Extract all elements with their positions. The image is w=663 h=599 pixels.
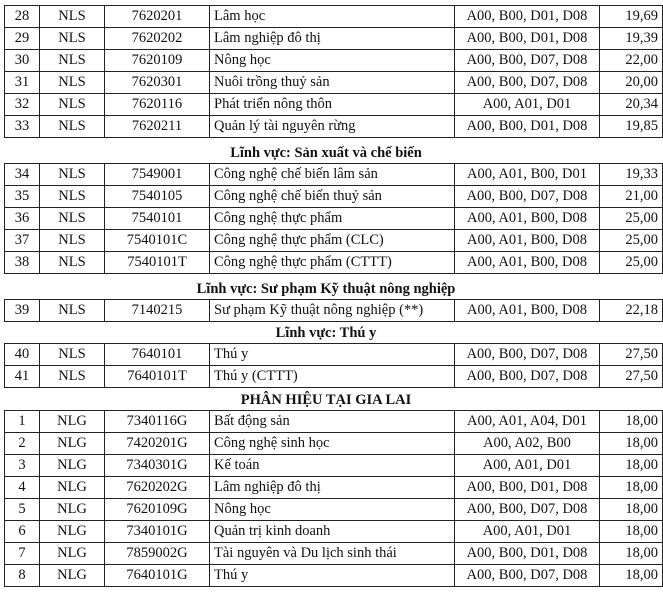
major-code: 7540105 — [105, 186, 210, 208]
major-name: Sư phạm Kỹ thuật nông nghiệp (**) — [210, 300, 455, 322]
row-number: 5 — [5, 499, 40, 521]
school-code: NLG — [40, 455, 105, 477]
major-name: Công nghệ chế biến thuỷ sản — [210, 186, 455, 208]
major-code: 7140215 — [105, 300, 210, 322]
section-heading: Lĩnh vực: Sư phạm Kỹ thuật nông nghiệp — [196, 281, 456, 297]
admission-score: 20,00 — [600, 72, 663, 94]
subject-combinations: A00, B00, D01, D08 — [455, 477, 600, 499]
table-row — [5, 344, 663, 366]
school-code: NLG — [40, 565, 105, 587]
major-code: 7340101G — [105, 521, 210, 543]
major-code: 7640101G — [105, 565, 210, 587]
subject-combinations: A00, B00, D07, D08 — [455, 565, 600, 587]
major-code: 7340301G — [105, 455, 210, 477]
admission-score: 18,00 — [600, 543, 663, 565]
major-name: Quản lý tài nguyên rừng — [210, 116, 455, 138]
admission-score: 21,00 — [600, 186, 663, 208]
subject-combinations: A00, A01, D01 — [455, 455, 600, 477]
section-heading: PHÂN HIỆU TẠI GIA LAI — [240, 392, 412, 408]
school-code: NLS — [40, 164, 105, 186]
major-code: 7340116G — [105, 411, 210, 433]
section-heading: Lĩnh vực: Sản xuất và chế biến — [230, 145, 422, 161]
major-name: Công nghệ chế biến lâm sản — [210, 164, 455, 186]
admission-score: 19,85 — [600, 116, 663, 138]
subject-combinations: A00, B00, D07, D08 — [455, 72, 600, 94]
table-row — [5, 94, 663, 116]
subject-combinations: A00, A01, B00, D08 — [455, 252, 600, 274]
table-block-2 — [4, 163, 663, 274]
school-code: NLS — [40, 300, 105, 322]
school-code: NLG — [40, 521, 105, 543]
table-row — [5, 477, 663, 499]
school-code: NLS — [40, 344, 105, 366]
school-code: NLG — [40, 499, 105, 521]
major-name: Thú y — [210, 565, 455, 587]
major-name: Lâm nghiệp đô thị — [210, 28, 455, 50]
table-block-5 — [4, 410, 663, 587]
row-number: 29 — [5, 28, 40, 50]
row-number: 38 — [5, 252, 40, 274]
admission-score: 19,69 — [600, 6, 663, 28]
school-code: NLG — [40, 433, 105, 455]
major-name: Nuôi trồng thuỷ sản — [210, 72, 455, 94]
subject-combinations: A00, B00, D01, D08 — [455, 543, 600, 565]
major-name: Bất động sản — [210, 411, 455, 433]
major-code: 7540101 — [105, 208, 210, 230]
admission-score: 18,00 — [600, 411, 663, 433]
major-code: 7420201G — [105, 433, 210, 455]
major-code: 7620202 — [105, 28, 210, 50]
major-code: 7859002G — [105, 543, 210, 565]
row-number: 8 — [5, 565, 40, 587]
admission-score: 22,00 — [600, 50, 663, 72]
row-number: 41 — [5, 366, 40, 388]
section-heading: Lĩnh vực: Thú y — [275, 325, 377, 341]
admission-score: 18,00 — [600, 455, 663, 477]
row-number: 31 — [5, 72, 40, 94]
subject-combinations: A00, A01, B00, D08 — [455, 230, 600, 252]
major-code: 7640101 — [105, 344, 210, 366]
subject-combinations: A00, A01, A04, D01 — [455, 411, 600, 433]
subject-combinations: A00, A01, D01 — [455, 94, 600, 116]
school-code: NLS — [40, 230, 105, 252]
row-number: 37 — [5, 230, 40, 252]
school-code: NLS — [40, 366, 105, 388]
table-row — [5, 252, 663, 274]
subject-combinations: A00, B00, D01, D08 — [455, 116, 600, 138]
table-row — [5, 230, 663, 252]
admission-score: 18,00 — [600, 521, 663, 543]
major-name: Lâm học — [210, 6, 455, 28]
major-code: 7640101T — [105, 366, 210, 388]
major-code: 7620202G — [105, 477, 210, 499]
subject-combinations: A00, B00, D07, D08 — [455, 344, 600, 366]
table-row — [5, 116, 663, 138]
row-number: 3 — [5, 455, 40, 477]
admission-score: 19,39 — [600, 28, 663, 50]
table-row — [5, 28, 663, 50]
table-row — [5, 164, 663, 186]
subject-combinations: A00, A01, B00, D01 — [455, 164, 600, 186]
table-row — [5, 186, 663, 208]
row-number: 34 — [5, 164, 40, 186]
school-code: NLS — [40, 50, 105, 72]
subject-combinations: A00, B00, D07, D08 — [455, 499, 600, 521]
major-code: 7549001 — [105, 164, 210, 186]
admission-score: 20,34 — [600, 94, 663, 116]
subject-combinations: A00, B00, D07, D08 — [455, 50, 600, 72]
major-name: Nông học — [210, 50, 455, 72]
major-name: Lâm nghiệp đô thị — [210, 477, 455, 499]
major-code: 7620211 — [105, 116, 210, 138]
admission-score: 18,00 — [600, 565, 663, 587]
major-name: Quản trị kinh doanh — [210, 521, 455, 543]
major-name: Thú y (CTTT) — [210, 366, 455, 388]
table-block-1 — [4, 5, 663, 138]
major-name: Công nghệ thực phẩm — [210, 208, 455, 230]
table-row — [5, 499, 663, 521]
table-row — [5, 543, 663, 565]
school-code: NLS — [40, 186, 105, 208]
row-number: 36 — [5, 208, 40, 230]
table-row — [5, 521, 663, 543]
major-code: 7540101T — [105, 252, 210, 274]
major-name: Công nghệ sinh học — [210, 433, 455, 455]
table-row — [5, 72, 663, 94]
row-number: 35 — [5, 186, 40, 208]
admission-score: 25,00 — [600, 208, 663, 230]
admission-score: 25,00 — [600, 252, 663, 274]
row-number: 4 — [5, 477, 40, 499]
major-name: Phát triển nông thôn — [210, 94, 455, 116]
major-code: 7620109 — [105, 50, 210, 72]
admission-score: 18,00 — [600, 477, 663, 499]
subject-combinations: A00, B00, D07, D08 — [455, 186, 600, 208]
table-row — [5, 455, 663, 477]
school-code: NLS — [40, 116, 105, 138]
table-block-3 — [4, 299, 663, 322]
table-row — [5, 208, 663, 230]
subject-combinations: A00, B00, D01, D08 — [455, 28, 600, 50]
row-number: 1 — [5, 411, 40, 433]
table-row — [5, 6, 663, 28]
table-row — [5, 366, 663, 388]
school-code: NLS — [40, 252, 105, 274]
major-name: Tài nguyên và Du lịch sinh thái — [210, 543, 455, 565]
major-code: 7540101C — [105, 230, 210, 252]
school-code: NLS — [40, 208, 105, 230]
school-code: NLS — [40, 94, 105, 116]
subject-combinations: A00, B00, D07, D08 — [455, 366, 600, 388]
table-row — [5, 565, 663, 587]
row-number: 2 — [5, 433, 40, 455]
school-code: NLS — [40, 72, 105, 94]
school-code: NLG — [40, 477, 105, 499]
table-row — [5, 411, 663, 433]
major-name: Nông học — [210, 499, 455, 521]
admission-score: 22,18 — [600, 300, 663, 322]
major-code: 7620201 — [105, 6, 210, 28]
table-row — [5, 50, 663, 72]
major-name: Công nghệ thực phẩm (CTTT) — [210, 252, 455, 274]
school-code: NLG — [40, 543, 105, 565]
major-name: Công nghệ thực phẩm (CLC) — [210, 230, 455, 252]
school-code: NLS — [40, 6, 105, 28]
major-name: Thú y — [210, 344, 455, 366]
table-row — [5, 300, 663, 322]
major-name: Kế toán — [210, 455, 455, 477]
subject-combinations: A00, B00, D01, D08 — [455, 6, 600, 28]
row-number: 28 — [5, 6, 40, 28]
school-code: NLS — [40, 28, 105, 50]
major-code: 7620301 — [105, 72, 210, 94]
table-block-4 — [4, 343, 663, 388]
row-number: 33 — [5, 116, 40, 138]
major-code: 7620109G — [105, 499, 210, 521]
subject-combinations: A00, A01, D01 — [455, 521, 600, 543]
row-number: 40 — [5, 344, 40, 366]
school-code: NLG — [40, 411, 105, 433]
admission-score: 18,00 — [600, 499, 663, 521]
row-number: 7 — [5, 543, 40, 565]
admission-score: 25,00 — [600, 230, 663, 252]
admission-score: 27,50 — [600, 344, 663, 366]
admission-score: 19,33 — [600, 164, 663, 186]
subject-combinations: A00, A01, B00, D08 — [455, 300, 600, 322]
subject-combinations: A00, A02, B00 — [455, 433, 600, 455]
row-number: 39 — [5, 300, 40, 322]
table-row — [5, 433, 663, 455]
admission-score: 27,50 — [600, 366, 663, 388]
row-number: 30 — [5, 50, 40, 72]
major-code: 7620116 — [105, 94, 210, 116]
subject-combinations: A00, A01, B00, D08 — [455, 208, 600, 230]
admission-score: 18,00 — [600, 433, 663, 455]
row-number: 6 — [5, 521, 40, 543]
row-number: 32 — [5, 94, 40, 116]
